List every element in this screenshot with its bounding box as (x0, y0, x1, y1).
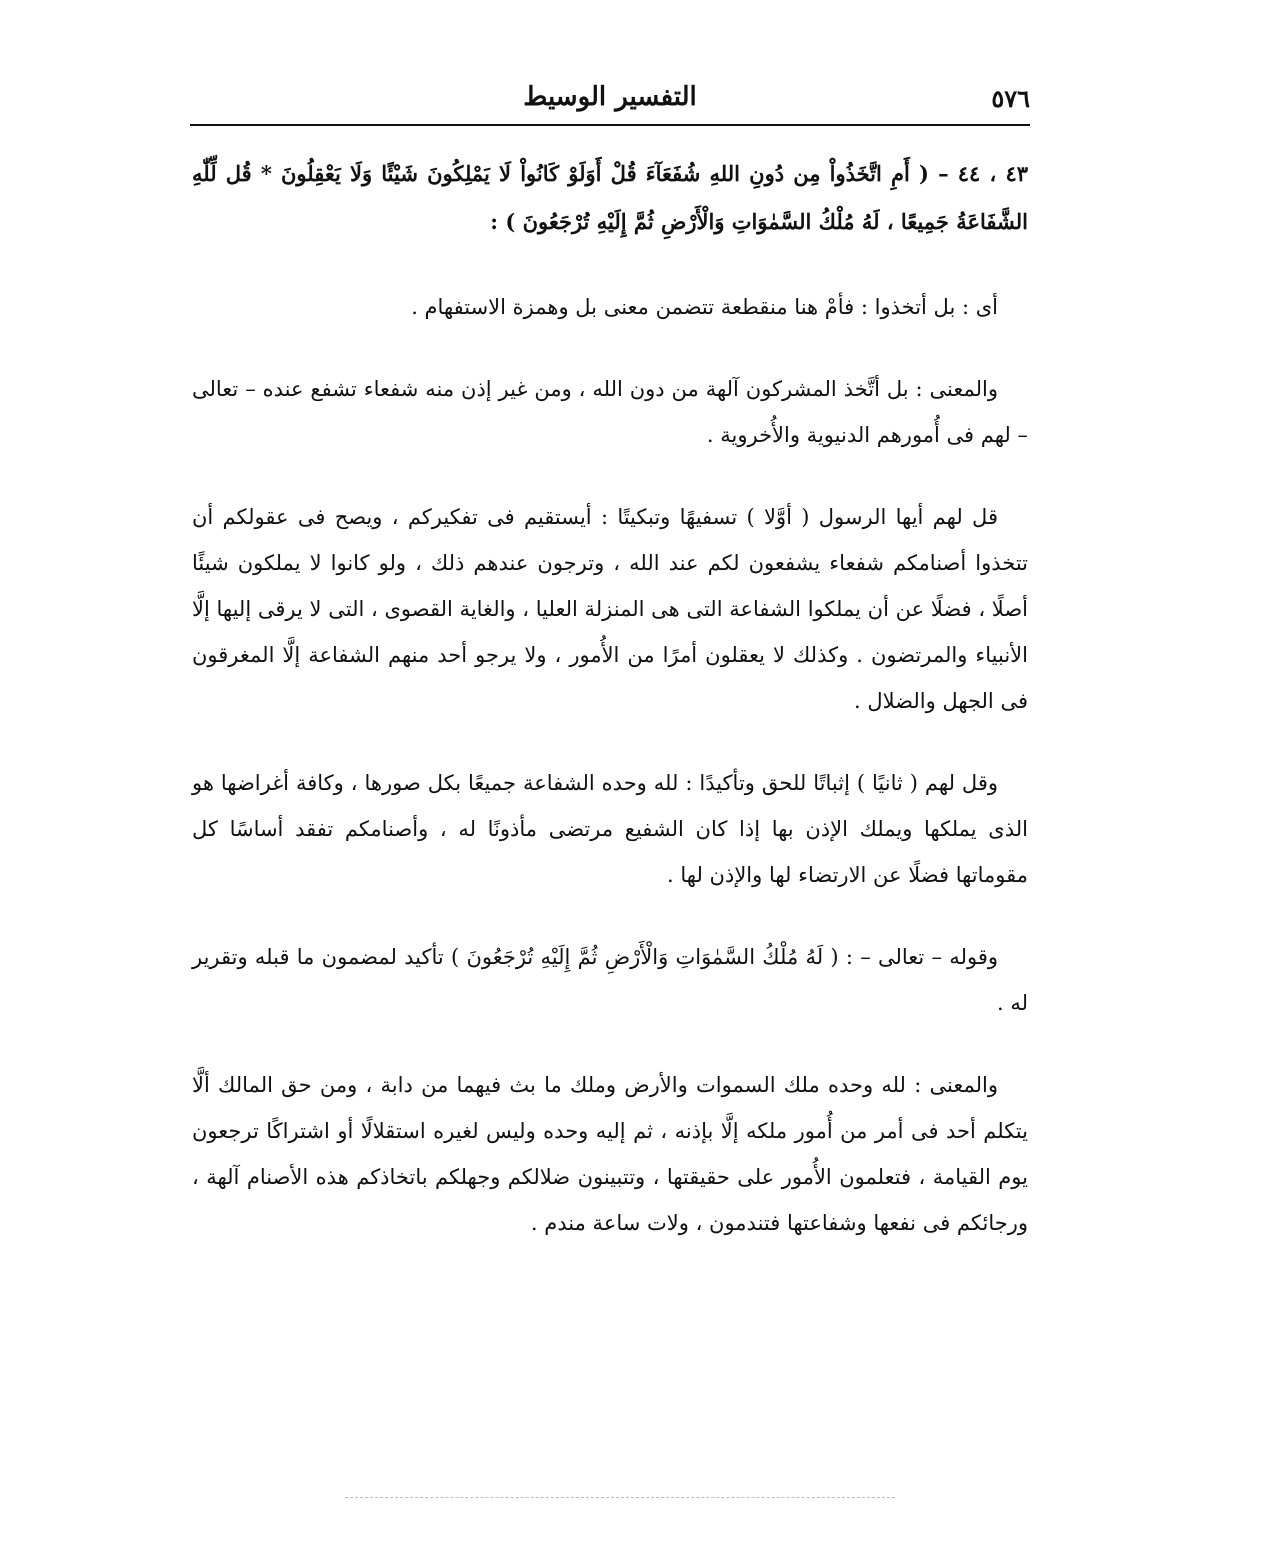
paragraph-2: والمعنى : بل أتَّخذ المشركون آلهة من دون الله ، ومن غير إذن منه شفعاء تشفع عنده – تعالى – لهم فى أُمورهم الدنيوية والأُخروية . (192, 377, 1028, 447)
page-body (192, 150, 1028, 1282)
running-title: التفسير الوسيط (523, 82, 697, 112)
page-number: ٥٧٦ (991, 84, 1030, 113)
page-header (190, 80, 1030, 122)
quran-verse: ٤٣ ، ٤٤ – ( أَمِ اتَّخَذُواْ مِن دُونِ اللهِ شُفَعَآءَ قُلْ أَوَلَوْ كَانُواْ لَا يَمْلِكُونَ شَيْئًا وَلَا يَعْقِلُونَ * قُل لِّلّٰهِ الشَّفَاعَةُ جَمِيعًا ، لَهُ مُلْكُ السَّمٰوَاتِ وَالْأَرْضِ ثُمَّ إِلَيْهِ تُرْجَعُونَ ) : (192, 161, 1028, 234)
header-divider (190, 124, 1030, 126)
paragraph-1: أى : بل أتخذوا : فأمْ هنا منقطعة تتضمن معنى بل وهمزة الاستفهام . (411, 295, 998, 319)
footer-divider (345, 1497, 895, 1498)
paragraph-3: قل لهم أيها الرسول ( أوَّلا ) تسفيهًا وتبكيتًا : أيستقيم فى تفكيركم ، ويصح فى عقولكم أن تتخذوا أصنامكم شفعاء يشفعون لكم عند الله ، وترجون عندهم ذلك ، ولو كانوا لا يملكون شيئًا أصلًا ، فضلًا عن أن يملكوا الشفاعة التى هى المنزلة العليا ، والغاية القصوى ، التى لا يرقى إليها إلَّا الأنبياء والمرتضون . وكذلك لا يعقلون أمرًا من الأُمور ، ولا يرجو أحد منهم الشفاعة إلَّا المغرقون فى الجهل والضلال . (192, 505, 1028, 713)
paragraph-6: والمعنى : لله وحده ملك السموات والأرض وملك ما بث فيهما من دابة ، ومن حق المالك ألَّا يتكلم أحد فى أمر من أُمور ملكه إلَّا بإذنه ، ثم إليه وحده وليس لغيره استقلالًا أو اشتراكًا ترجعون يوم القيامة ، فتعلمون الأُمور على حقيقتها ، وتتبينون ضلالكم وجهلكم باتخاذكم هذه الأصنام آلهة ، ورجائكم فى نفعها وشفاعتها فتندمون ، ولات ساعة مندم . (192, 1073, 1028, 1235)
paragraph-5: وقوله – تعالى – : ( لَهُ مُلْكُ السَّمٰوَاتِ وَالْأَرْضِ ثُمَّ إِلَيْهِ تُرْجَعُونَ ) تأكيد لمضمون ما قبله وتقرير له . (192, 945, 1028, 1015)
paragraph-4: وقل لهم ( ثانيًا ) إثباتًا للحق وتأكيدًا : لله وحده الشفاعة جميعًا بكل صورها ، وكافة أغراضها هو الذى يملكها ويملك الإذن بها إذا كان الشفيع مرتضى مأذونًا له ، وأصنامكم تفقد أساسًا كل مقوماتها فضلًا عن الارتضاء لها والإذن لها . (192, 771, 1028, 887)
